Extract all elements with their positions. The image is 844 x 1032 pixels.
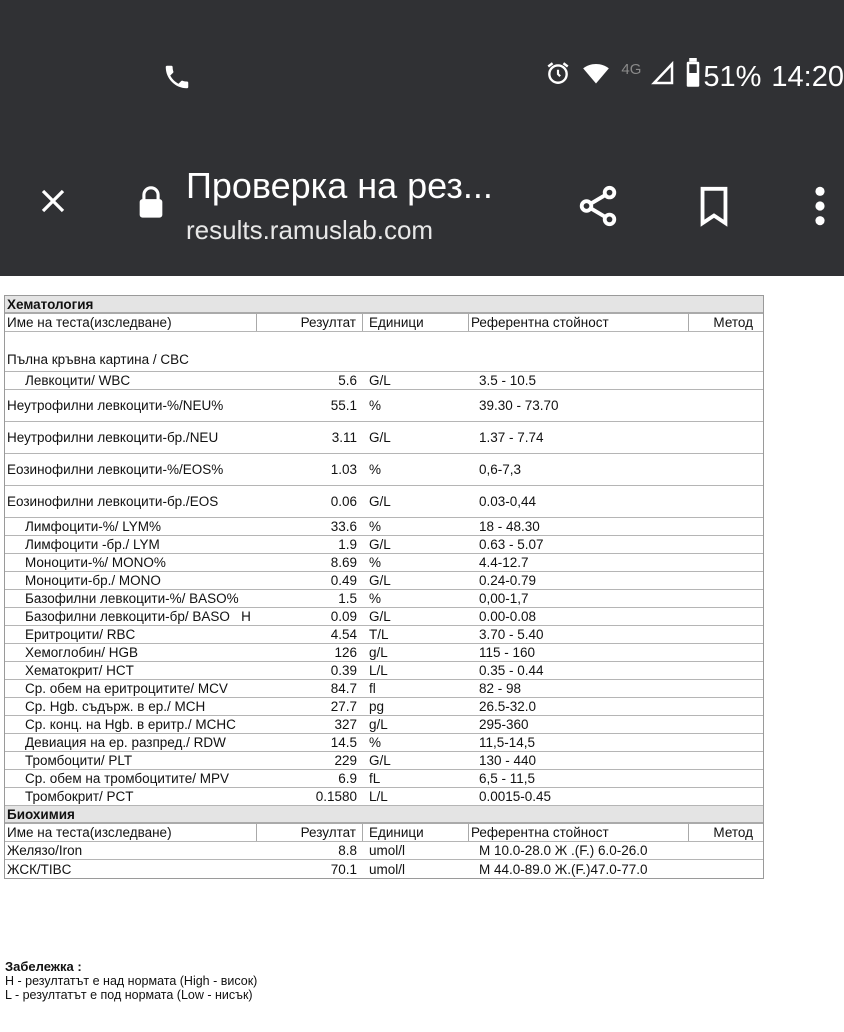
test-units: umol/l — [369, 861, 406, 877]
test-result: 1.03 — [330, 462, 357, 477]
test-reference: 0.35 - 0.44 — [479, 663, 544, 678]
test-result: 27.7 — [330, 699, 357, 714]
signal-icon — [651, 60, 675, 94]
test-units: g/L — [369, 717, 388, 732]
lock-icon — [136, 185, 166, 224]
phone-call-icon — [162, 62, 192, 97]
test-reference: М 10.0-28.0 Ж .(F.) 6.0-26.0 — [479, 843, 648, 858]
test-units: % — [369, 519, 382, 534]
test-name: Хематокрит/ HCT — [25, 663, 134, 678]
test-result: 70.1 — [330, 861, 357, 877]
test-name: Базофилни левкоцити-бр/ BASO H — [25, 609, 251, 624]
test-result: 229 — [334, 753, 357, 768]
table-row — [5, 518, 763, 536]
test-result: 1.5 — [338, 591, 357, 606]
test-reference: 4.4-12.7 — [479, 555, 529, 570]
browser-chrome — [0, 0, 844, 276]
test-reference: 6,5 - 11,5 — [479, 771, 536, 786]
test-units: G/L — [369, 430, 391, 445]
test-units: % — [369, 735, 382, 750]
test-units: pg — [369, 699, 385, 714]
table-row — [5, 752, 763, 770]
test-result: 126 — [334, 645, 357, 660]
table-row — [5, 572, 763, 590]
test-name-line2: NEU% — [182, 398, 224, 413]
column-header-method: Метод — [713, 825, 753, 840]
test-reference: 0.63 - 5.07 — [479, 537, 544, 552]
test-name: Еритроцити/ RBC — [25, 627, 136, 642]
test-result: 4.54 — [330, 627, 357, 642]
test-name: Ср. обем на тромбоцитите/ MPV — [25, 771, 229, 786]
test-reference: 82 - 98 — [479, 681, 522, 696]
test-units: G/L — [369, 573, 391, 588]
status-bar — [545, 58, 844, 96]
test-result: 0.06 — [330, 494, 357, 509]
table-row — [5, 698, 763, 716]
column-header-row — [5, 314, 763, 332]
test-name — [5, 430, 257, 445]
test-result: 14.5 — [330, 735, 357, 750]
test-result: 327 — [334, 717, 357, 732]
test-units: T/L — [369, 627, 389, 642]
test-name: Моноцити-%/ MONO% — [25, 555, 166, 570]
table-row — [5, 390, 763, 422]
table-row — [5, 626, 763, 644]
test-units: % — [369, 462, 382, 477]
table-row — [5, 788, 763, 806]
test-name — [5, 494, 257, 509]
test-units: G/L — [369, 753, 391, 768]
test-units: g/L — [369, 645, 388, 660]
test-name: Ср. конц. на Hgb. в еритр./ MCHC — [25, 717, 236, 732]
test-name-line2: EOS% — [182, 462, 224, 477]
column-header-name: Име на теста(изследване) — [5, 314, 257, 331]
test-name-line2: EOS — [189, 494, 219, 509]
test-name: Хемоглобин/ HGB — [25, 645, 138, 660]
test-result: 0.39 — [330, 663, 357, 678]
test-reference: 39.30 - 73.70 — [479, 398, 559, 413]
test-result: 6.9 — [338, 771, 357, 786]
table-row — [5, 644, 763, 662]
test-result: 5.6 — [338, 373, 357, 388]
test-reference: 0.00-0.08 — [479, 609, 537, 624]
table-row — [5, 770, 763, 788]
table-row — [5, 680, 763, 698]
test-units: % — [369, 555, 382, 570]
column-header-result: Резултат — [257, 824, 363, 841]
test-name: ЖСК/TIBC — [7, 861, 72, 877]
test-reference: 26.5-32.0 — [479, 699, 537, 714]
test-name: Девиация на ер. разпред./ RDW — [25, 735, 226, 750]
test-reference: 295-360 — [479, 717, 529, 732]
battery-percent: 51% — [703, 60, 762, 93]
table-row — [5, 734, 763, 752]
section-biochemistry: Биохимия — [5, 806, 763, 824]
test-result: 0.49 — [330, 573, 357, 588]
note-line-low: L - резултатът е под нормата (Low - нисък) — [5, 988, 253, 1002]
test-reference: 0.0015-0.45 — [479, 789, 552, 804]
test-name — [5, 462, 257, 477]
test-units: G/L — [369, 537, 391, 552]
column-header-units: Единици — [363, 824, 469, 841]
column-header-reference: Референтна стойност — [469, 314, 689, 331]
test-units: fL — [369, 771, 381, 786]
test-result: 8.69 — [330, 555, 357, 570]
test-result: 3.11 — [331, 430, 357, 445]
test-reference: 130 - 440 — [479, 753, 537, 768]
test-name: Лимфоцити-%/ LYM% — [25, 519, 162, 534]
test-units: umol/l — [369, 843, 406, 858]
table-row — [5, 372, 763, 390]
test-reference: 0.24-0.79 — [479, 573, 537, 588]
results-table — [4, 295, 764, 879]
test-name: Ср. Hgb. съдърж. в ер./ MCH — [25, 699, 206, 714]
test-reference: 18 - 48.30 — [479, 519, 540, 534]
test-reference: 0,00-1,7 — [479, 591, 529, 606]
test-reference: 0.03-0,44 — [479, 494, 537, 509]
test-units: fl — [369, 681, 376, 696]
test-result: 8.8 — [338, 843, 357, 858]
clock: 14:20 — [771, 60, 844, 93]
test-name: Тромбокрит/ PCT — [25, 789, 134, 804]
note — [5, 960, 257, 1002]
table-row — [5, 716, 763, 734]
share-button[interactable] — [575, 183, 621, 234]
battery-icon — [685, 58, 701, 96]
note-title: Забележка : — [5, 959, 82, 974]
column-header-reference: Референтна стойност — [469, 824, 689, 841]
test-name: Лимфоцити -бр./ LYM — [25, 537, 160, 552]
test-units: G/L — [369, 494, 391, 509]
table-row — [5, 486, 763, 518]
test-units: G/L — [369, 373, 391, 388]
test-name: Ср. обем на еритроцитите/ MCV — [25, 681, 228, 696]
test-name: Тромбоцити/ PLT — [25, 753, 133, 768]
section-hematology: Хематология — [5, 296, 763, 314]
test-name: Желязо/Iron — [7, 843, 83, 858]
network-type: 4G — [621, 60, 642, 78]
test-units: % — [369, 591, 382, 606]
test-reference: 3.70 - 5.40 — [479, 627, 544, 642]
test-name-line1: Неутрофилни левкоцити-%/ — [7, 398, 183, 413]
column-header-name: Име на теста(изследване) — [5, 824, 257, 841]
group-cbc: Пълна кръвна картина / CBC — [5, 332, 763, 372]
test-name: Левкоцити/ WBC — [25, 373, 131, 388]
table-row — [5, 860, 763, 878]
column-header-units: Единици — [363, 314, 469, 331]
table-row — [5, 608, 763, 626]
test-units: G/L — [369, 609, 391, 624]
test-result: 0.1580 — [315, 789, 357, 804]
test-units: L/L — [369, 663, 388, 678]
test-units: % — [369, 398, 382, 413]
test-name-line1: Еозинофилни левкоцити-%/ — [7, 462, 183, 477]
wifi-icon — [581, 59, 611, 95]
test-name: Моноцити-бр./ MONO — [25, 573, 161, 588]
table-row — [5, 454, 763, 486]
test-result: 33.6 — [330, 519, 357, 534]
column-header-result: Резултат — [257, 314, 363, 331]
note-line-high: H - резултатът е над нормата (High - висок) — [5, 974, 258, 988]
test-reference: 11,5-14,5 — [479, 735, 536, 750]
column-header-method: Метод — [713, 315, 753, 330]
test-reference: 0,6-7,3 — [479, 462, 522, 477]
table-row — [5, 554, 763, 572]
test-result: 1.9 — [338, 537, 357, 552]
test-name-line2: NEU — [189, 430, 219, 445]
column-header-row — [5, 824, 763, 842]
test-result: 0.09 — [330, 609, 357, 624]
test-reference: 3.5 - 10.5 — [479, 373, 537, 388]
table-row — [5, 422, 763, 454]
table-row — [5, 536, 763, 554]
test-name: Базофилни левкоцити-%/ BASO% — [25, 591, 239, 606]
table-row — [5, 590, 763, 608]
test-result: 84.7 — [330, 681, 357, 696]
test-name — [5, 398, 257, 413]
close-button[interactable] — [38, 186, 68, 221]
test-name-line1: Еозинофилни левкоцити-бр./ — [7, 494, 190, 509]
more-options-button[interactable] — [812, 184, 828, 233]
test-reference: М 44.0-89.0 Ж.(F.)47.0-77.0 — [479, 861, 648, 877]
test-reference: 1.37 - 7.74 — [479, 430, 544, 445]
table-row — [5, 662, 763, 680]
test-reference: 115 - 160 — [479, 645, 536, 660]
alarm-icon — [545, 59, 571, 95]
test-name-line1: Неутрофилни левкоцити-бр./ — [7, 430, 190, 445]
bookmark-button[interactable] — [697, 185, 731, 232]
page-url[interactable]: results.ramuslab.com — [186, 215, 434, 245]
page-title: Проверка на рез... — [186, 165, 493, 206]
test-result: 55.1 — [330, 398, 357, 413]
table-row — [5, 842, 763, 860]
test-units: L/L — [369, 789, 388, 804]
